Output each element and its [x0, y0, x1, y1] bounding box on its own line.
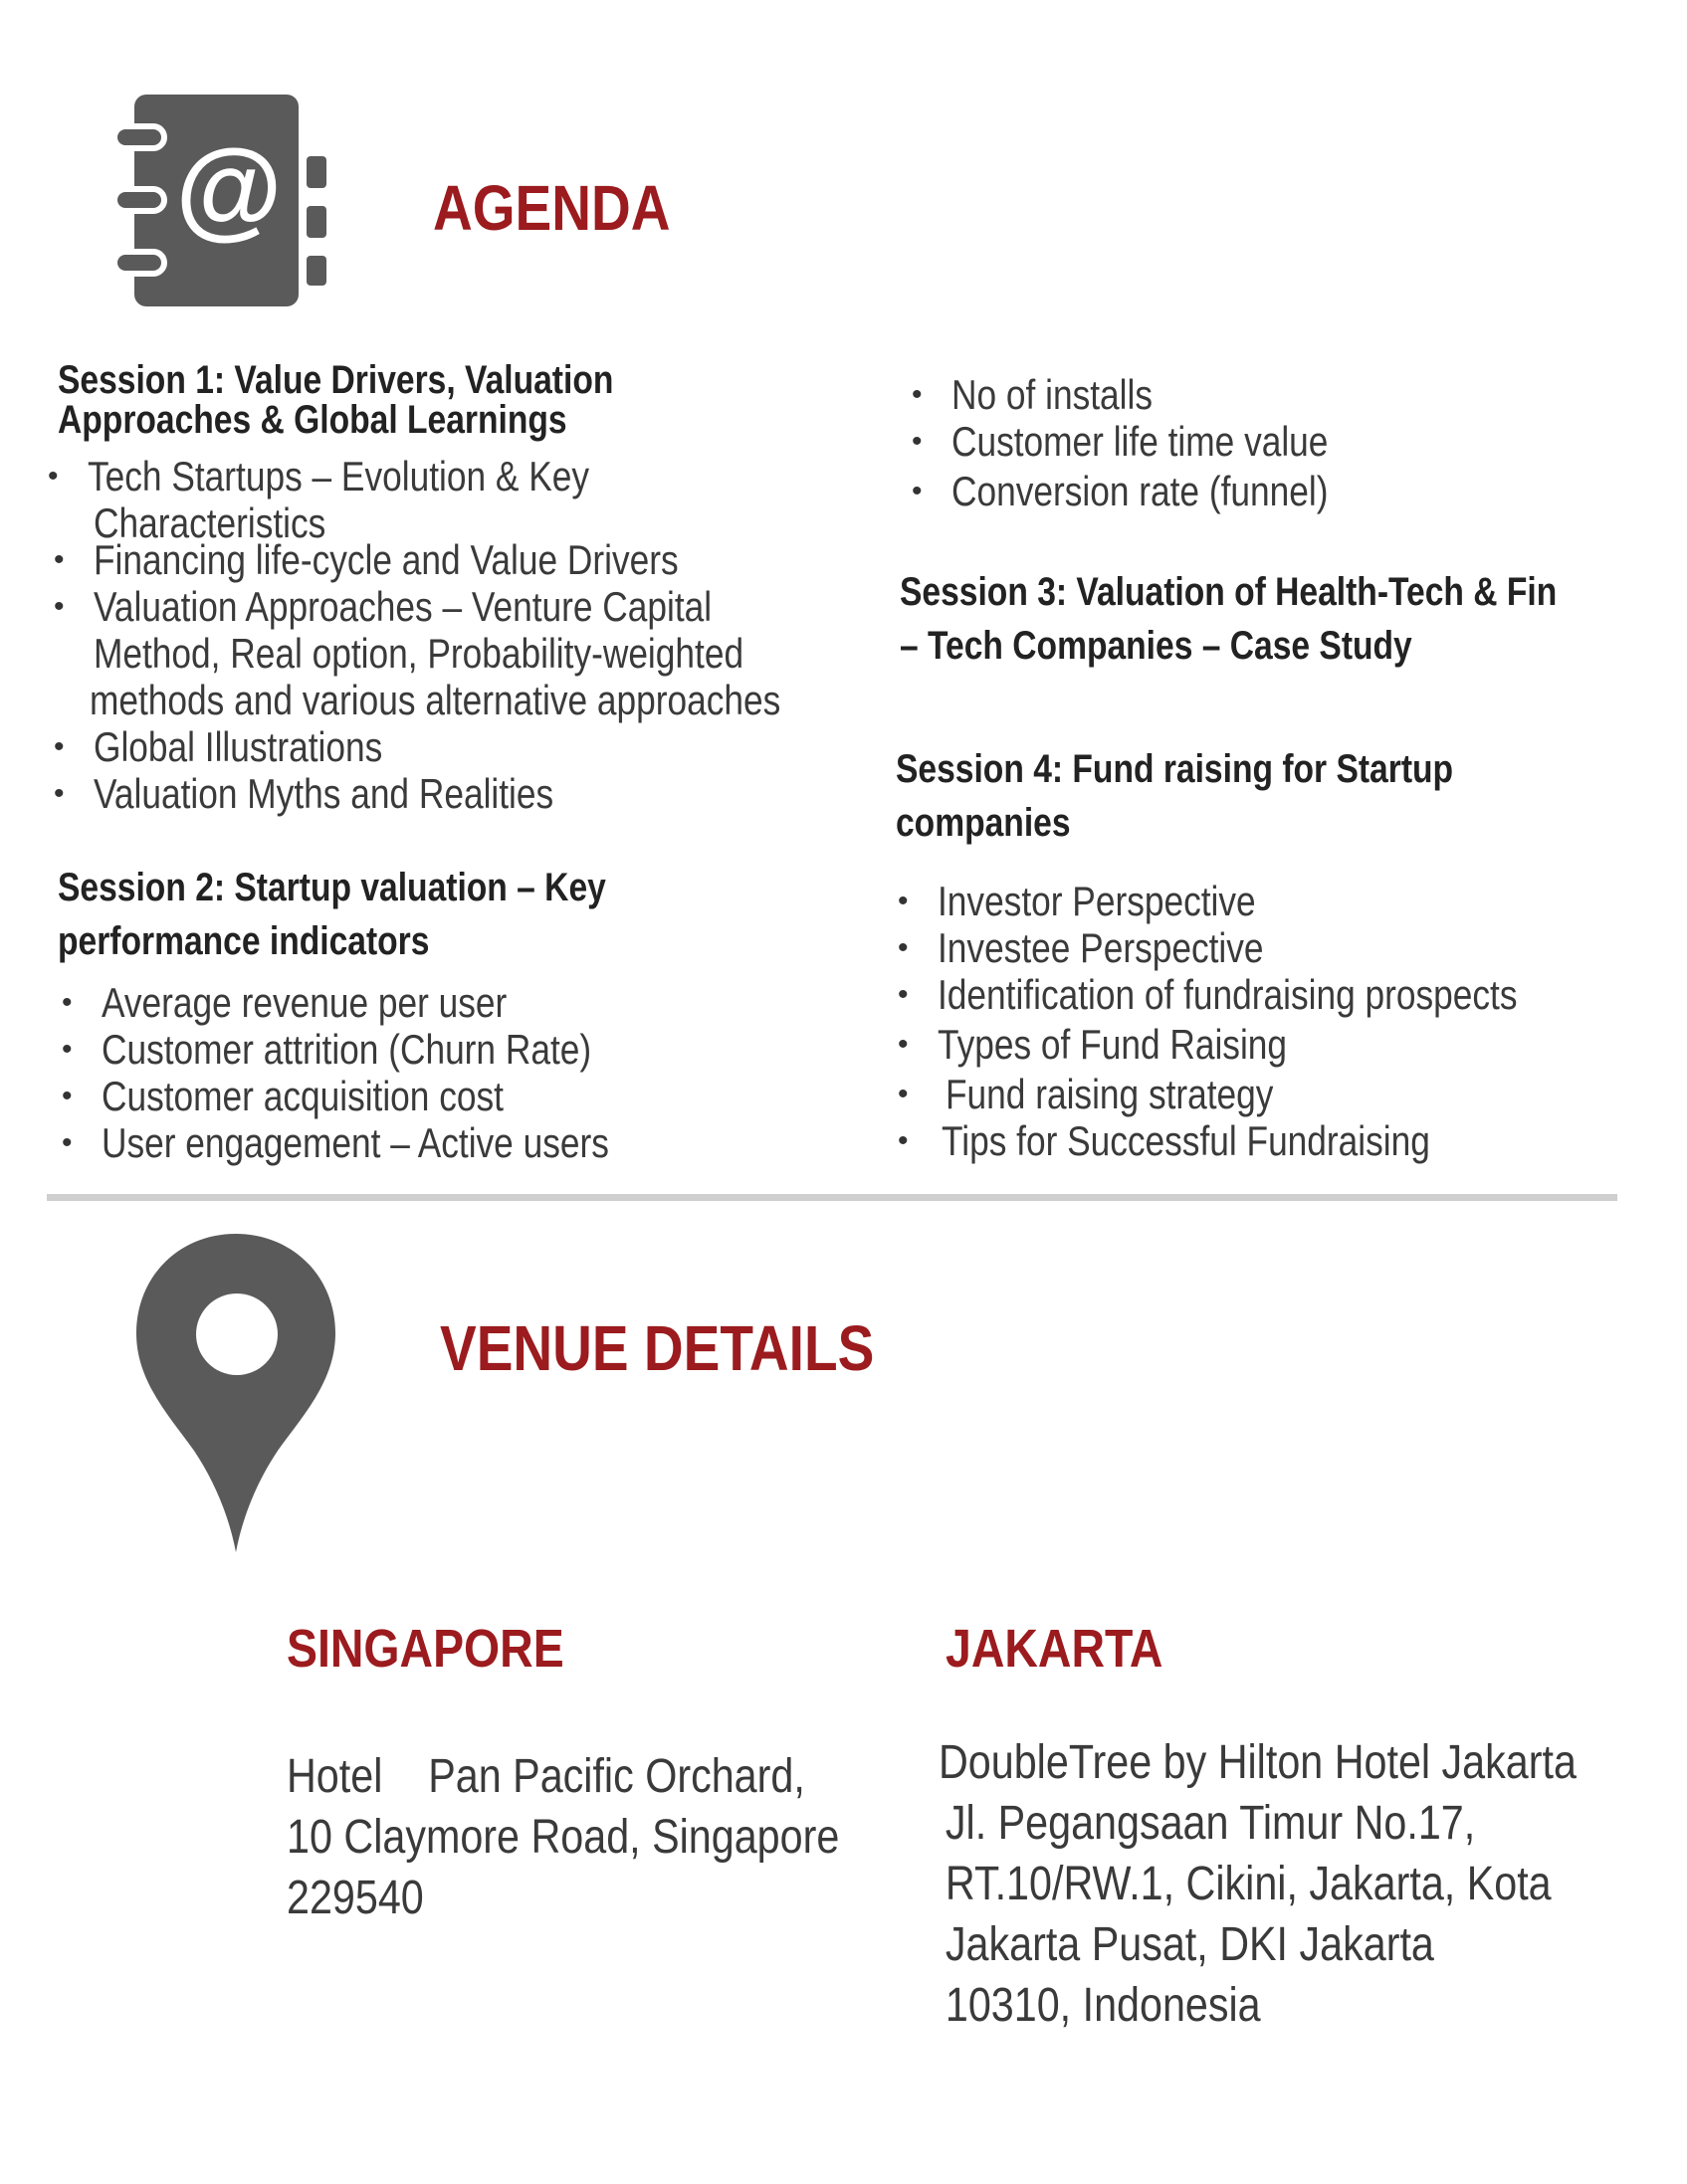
list-item: • Tech Startups – Evolution & Key: [48, 453, 589, 499]
session-4-title: Session 4: Fund raising for Startup companies: [896, 747, 1454, 845]
list-item: • Customer acquisition cost: [62, 1073, 504, 1119]
session-2-list-continued: [906, 371, 1400, 517]
session-4-list: [892, 878, 1627, 1164]
session-2-list: [56, 979, 706, 1166]
list-item: • Identification of fundraising prospects: [898, 971, 1518, 1018]
session-1-title: Session 1: Value Drivers, Valuation Approaches & Global Learnings: [58, 358, 614, 442]
list-item: • Customer life time value: [912, 418, 1329, 465]
list-item: • Tips for Successful Fundraising: [898, 1117, 1430, 1164]
list-item: • Fund raising strategy: [898, 1071, 1274, 1117]
list-item-continuation: Method, Real option, Probability-weighted: [94, 630, 744, 677]
session-2-title: Session 2: Startup valuation – Key performance indicators: [58, 866, 606, 963]
list-item: • Global Illustrations: [54, 723, 383, 770]
agenda-heading: AGENDA: [433, 172, 671, 244]
map-pin-icon: [134, 1232, 338, 1555]
list-item-continuation: methods and various alternative approaches: [90, 677, 781, 723]
list-item: • No of installs: [912, 371, 1153, 418]
jakarta-address: DoubleTree by Hilton Hotel Jakarta Jl. Pegangsaan Timur No.17, RT.10/RW.1, Cikini, Jakarta, Kota Jakarta Pusat, DKI Jakarta 10310, Indonesia: [939, 1736, 1577, 2032]
singapore-address: Hotel Pan Pacific Orchard, 10 Claymore Road, Singapore 229540: [287, 1750, 840, 1924]
list-item: • User engagement – Active users: [62, 1119, 609, 1166]
list-item-continuation: Characteristics: [94, 499, 326, 546]
svg-text:@: @: [175, 127, 283, 250]
list-item: • Customer attrition (Churn Rate): [62, 1026, 592, 1073]
venue-heading: VENUE DETAILS: [440, 1312, 875, 1384]
jakarta-heading: JAKARTA: [946, 1619, 1163, 1679]
list-item: • Types of Fund Raising: [898, 1021, 1288, 1068]
list-item: • Conversion rate (funnel): [912, 468, 1329, 514]
list-item: • Valuation Myths and Realities: [54, 770, 554, 817]
singapore-heading: SINGAPORE: [287, 1619, 564, 1679]
session-3-title: Session 3: Valuation of Health-Tech & Fin – Tech Companies – Case Study: [900, 570, 1558, 668]
session-1: [58, 360, 720, 440]
list-item: • Valuation Approaches – Venture Capital: [54, 583, 713, 630]
list-item: • Average revenue per user: [62, 979, 508, 1026]
list-item: • Investee Perspective: [898, 924, 1264, 971]
address-book-at-icon: [114, 95, 333, 308]
list-item: • Financing life-cycle and Value Drivers: [54, 536, 679, 583]
session-1-list: [42, 453, 913, 817]
section-divider: [47, 1194, 1617, 1201]
list-item: • Investor Perspective: [898, 878, 1256, 924]
